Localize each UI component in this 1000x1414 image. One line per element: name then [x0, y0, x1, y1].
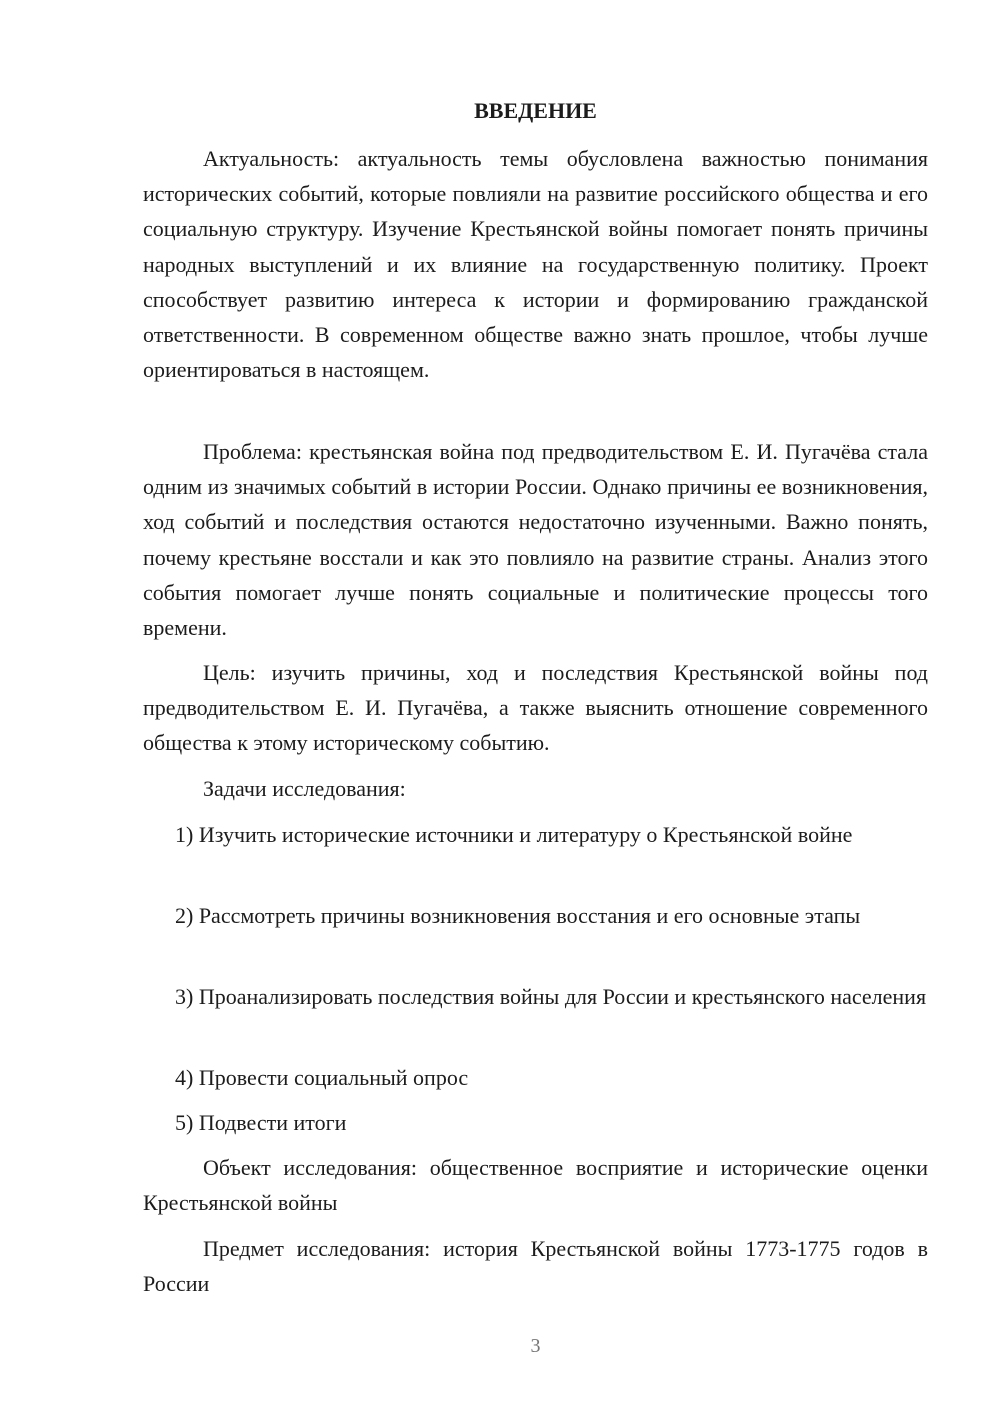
page-number: 3 [530, 1335, 541, 1357]
problem-paragraph: Проблема: крестьянская война под предводительством Е. И. Пугачёва стала одним из значимых событий в истории России. Однако причины ее возникновения, ход событий и последствия остаются недостаточно изученными. Важно понять, почему крестьяне восстали и как это повлияло на развитие страны. Анализ этого события помогает лучше понять социальные и политические процессы того времени. [143, 439, 928, 641]
task-item-5: 5) Подвести итоги [175, 1110, 347, 1135]
goal-paragraph: Цель: изучить причины, ход и последствия Крестьянской войны под предводительством Е. И. Пугачёва, а также выяснить отношение современного общества к этому историческому событию. [143, 660, 928, 756]
tasks-title: Задачи исследования: [203, 776, 406, 801]
document-page [143, 0, 928, 1414]
task-item-4: 4) Провести социальный опрос [175, 1065, 469, 1090]
relevance-paragraph: Актуальность: актуальность темы обусловлена важностью понимания исторических событий, которые повлияли на развитие российского общества и его социальную структуру. Изучение Крестьянской войны помогает понять причины народных выступлений и их влияние на государственную политику. Проект способствует развитию интереса к истории и формированию гражданской ответственности. В современном обществе важно знать прошлое, чтобы лучше ориентироваться в настоящем. [143, 146, 928, 383]
task-item-2: 2) Рассмотреть причины возникновения восстания и его основные этапы [175, 903, 861, 928]
section-heading: ВВЕДЕНИЕ [474, 98, 597, 123]
task-item-3: 3) Проанализировать последствия войны для России и крестьянского населения [175, 984, 927, 1009]
task-item-1: 1) Изучить исторические источники и литературу о Крестьянской войне [175, 822, 853, 847]
subject-paragraph: Предмет исследования: история Крестьянской войны 1773-1775 годов в России [143, 1236, 928, 1297]
object-paragraph: Объект исследования: общественное восприятие и исторические оценки Крестьянской войны [143, 1155, 928, 1216]
